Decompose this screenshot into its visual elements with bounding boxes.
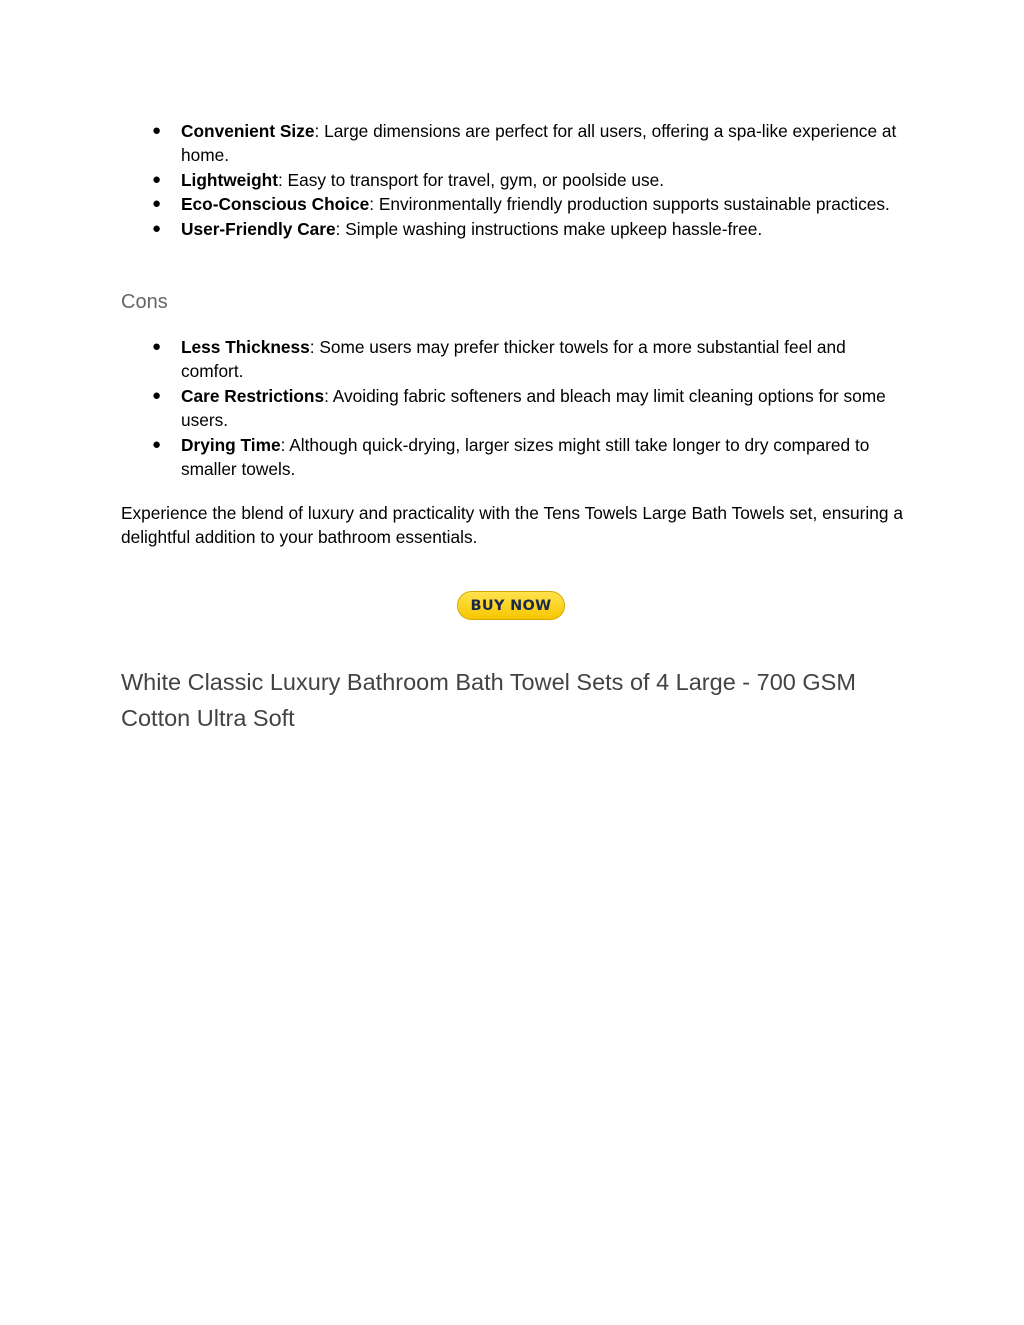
bullet-icon: ● — [152, 435, 162, 453]
item-term: Less Thickness — [181, 337, 310, 357]
list-item — [121, 217, 911, 241]
bullet-icon: ● — [152, 122, 162, 139]
pros-list — [121, 119, 911, 241]
bullet-icon: ● — [152, 386, 162, 404]
item-text: : Easy to transport for travel, gym, or poolside use. — [277, 169, 665, 190]
list-item — [121, 119, 911, 168]
item-term: Care Restrictions — [181, 385, 325, 406]
item-text: : Avoiding fabric softeners and bleach may limit cleaning options for some users. — [181, 385, 886, 431]
list-item — [121, 433, 911, 482]
list-item — [121, 335, 911, 384]
cons-list — [121, 335, 911, 481]
bullet-icon: ● — [152, 219, 162, 237]
list-item — [121, 384, 911, 433]
item-text: : Although quick-drying, larger sizes might still take longer to dry compared to smaller towels. — [181, 434, 870, 480]
item-term: Eco-Conscious Choice — [181, 194, 370, 215]
buy-now-button[interactable]: BUY NOW — [457, 591, 565, 620]
cons-heading: Cons — [121, 291, 168, 313]
item-text: : Some users may prefer thicker towels for a more substantial feel and comfort. — [181, 337, 846, 382]
list-item — [121, 192, 911, 216]
summary-paragraph: Experience the blend of luxury and practicality with the Tens Towels Large Bath Towels set, ensuring a delightful addition to your bathroom essentials. — [121, 503, 903, 548]
item-text: : Simple washing instructions make upkeep hassle-free. — [335, 218, 763, 239]
item-term: Lightweight — [181, 169, 278, 190]
bullet-icon: ● — [152, 170, 162, 188]
item-text: : Large dimensions are perfect for all users, offering a spa-like experience at home. — [181, 121, 897, 166]
item-text: : Environmentally friendly production supports sustainable practices. — [369, 194, 890, 215]
bullet-icon: ● — [152, 338, 162, 355]
item-term: Convenient Size — [181, 121, 315, 141]
item-term: Drying Time — [181, 434, 281, 455]
item-term: User-Friendly Care — [181, 218, 336, 239]
list-item — [121, 168, 911, 192]
product-heading: White Classic Luxury Bathroom Bath Towel Sets of 4 Large - 700 GSM Cotton Ultra Soft — [121, 669, 856, 731]
bullet-icon: ● — [152, 195, 162, 213]
